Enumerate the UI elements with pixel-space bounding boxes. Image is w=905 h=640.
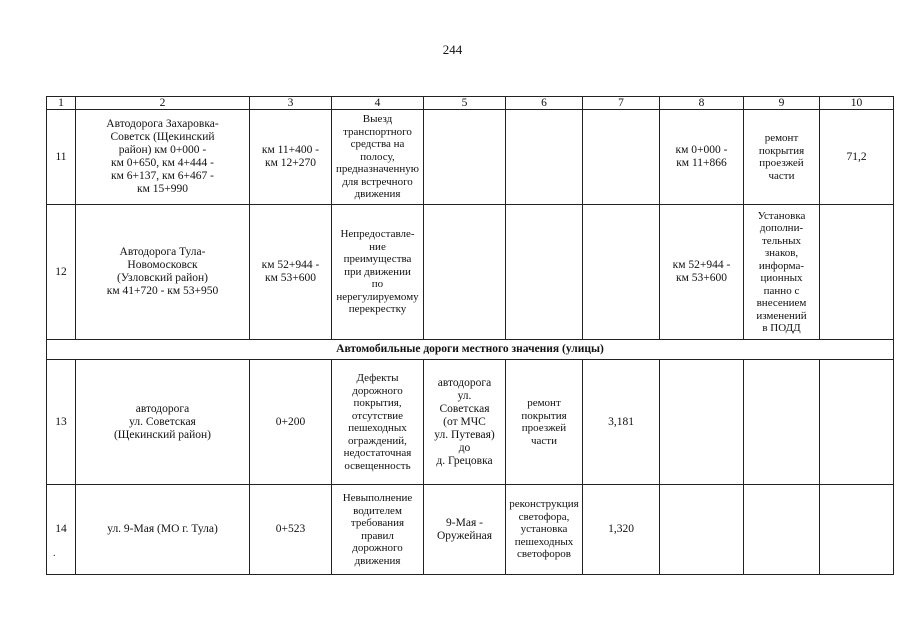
row-number: 13 — [47, 360, 76, 485]
col9-line: части — [768, 169, 795, 182]
col8 — [660, 485, 744, 575]
col9-line: покрытия — [758, 144, 805, 157]
road-name — [76, 205, 250, 340]
col6-line: ремонт — [527, 397, 561, 409]
col6-line: установка — [520, 523, 568, 536]
col9 — [744, 485, 820, 575]
header-cell-10: 10 — [820, 97, 894, 110]
col9-line: изменений — [756, 309, 807, 322]
col8-line: км 52+944 - — [672, 259, 731, 271]
header-cell-8: 8 — [660, 97, 744, 110]
cause-line: Дефекты — [356, 372, 399, 384]
km-range-line: км 53+600 — [265, 272, 316, 284]
col5-line: Оружейная — [436, 529, 493, 542]
col9 — [744, 110, 820, 205]
col7: 1,320 — [583, 485, 660, 575]
header-cell-1: 1 — [47, 97, 76, 110]
cause-line: средства на — [350, 138, 405, 151]
col5-line: Советская — [439, 402, 490, 415]
cause-line: предназначенную — [335, 163, 420, 176]
cause-line: отсутствие — [351, 409, 404, 422]
col6-line: светофоров — [517, 548, 571, 561]
col5-line: автодорога — [437, 376, 492, 389]
table-row — [47, 110, 894, 205]
cause-line: ограждений, — [348, 434, 407, 447]
km-range-line: км 52+944 - — [261, 259, 320, 271]
cause-line: преимущества — [343, 253, 412, 266]
cause-line: движения — [354, 188, 401, 201]
cause-line: по — [371, 278, 384, 291]
cause-line: движения — [354, 554, 401, 567]
col6-line: проезжей — [521, 422, 567, 434]
col6 — [506, 205, 583, 340]
col7 — [583, 110, 660, 205]
col6 — [506, 110, 583, 205]
road-name-line: автодорога — [135, 402, 190, 415]
road-name-line: район) км 0+000 - — [118, 144, 207, 156]
col9 — [744, 360, 820, 485]
cause — [332, 485, 424, 575]
col6-line: пешеходных — [514, 535, 574, 548]
road-name-line: Автодорога Захаровка- — [106, 118, 219, 130]
km-range-line: км 12+270 — [265, 157, 316, 169]
col5-line: ул. — [457, 389, 472, 402]
cause-line: дорожного — [352, 542, 403, 554]
col5-line: (от МЧС — [443, 415, 486, 428]
road-name-line: км 15+990 — [137, 183, 188, 195]
col8 — [660, 360, 744, 485]
header-cell-3: 3 — [250, 97, 332, 110]
col5 — [424, 485, 506, 575]
km-range — [250, 360, 332, 485]
col6-line: реконструкция — [509, 498, 579, 511]
col9-line: в ПОДД — [762, 322, 801, 334]
cause-line: транспортного — [343, 125, 412, 138]
cause-line: правил — [361, 529, 394, 542]
road-name-line: (Щекинский район) — [113, 428, 212, 441]
header-cell-6: 6 — [506, 97, 583, 110]
km-range-line: 0+523 — [275, 523, 306, 535]
col9-line: информа- — [758, 259, 805, 272]
page-number: 244 — [442, 42, 463, 57]
table-row — [47, 485, 894, 575]
col9-line: внесением — [756, 297, 807, 309]
road-name-line: км 41+720 - км 53+950 — [106, 285, 219, 297]
km-range — [250, 485, 332, 575]
row-number: 11 — [47, 110, 76, 205]
col5-line: ул. Путевая) — [434, 428, 495, 441]
road-name-line: км 6+137, км 6+467 - — [111, 170, 214, 182]
col5 — [424, 110, 506, 205]
col6-line: части — [531, 434, 557, 447]
cause — [332, 360, 424, 485]
header-cell-2: 2 — [76, 97, 250, 110]
cause-line: перекрестку — [348, 303, 407, 316]
cause — [332, 205, 424, 340]
col8-line: км 53+600 — [676, 272, 727, 284]
col5-line: д. Грецовка — [436, 454, 493, 467]
cause-line: полосу, — [360, 150, 395, 163]
col8 — [660, 205, 744, 340]
cause-line: недостаточная — [343, 447, 412, 459]
cause — [332, 110, 424, 205]
col6 — [506, 360, 583, 485]
col9-line: ремонт — [764, 132, 799, 144]
col10 — [820, 205, 894, 340]
col10 — [820, 360, 894, 485]
cause-line: Выезд — [362, 113, 393, 126]
cause-line: дорожного — [352, 384, 403, 397]
col9-line: проезжей — [759, 157, 804, 169]
col9-line: панно с — [763, 284, 800, 297]
row-number: 14 — [47, 485, 76, 575]
col9 — [744, 205, 820, 340]
header-cell-4: 4 — [332, 97, 424, 110]
cause-line: при движении — [344, 265, 411, 278]
table-row — [47, 205, 894, 340]
col8-line: км 11+866 — [676, 157, 727, 169]
section-row — [47, 340, 894, 360]
col6-line: покрытия — [521, 409, 567, 422]
col9-line: дополни- — [759, 222, 804, 234]
data-table — [46, 96, 894, 575]
header-row — [47, 97, 894, 110]
road-name — [76, 360, 250, 485]
road-name-line: (Узловский район) — [117, 272, 208, 284]
cause-line: водителем — [353, 504, 402, 517]
col9-line: Установка — [757, 209, 806, 222]
header-cell-5: 5 — [424, 97, 506, 110]
col8-line: км 0+000 - — [675, 144, 728, 156]
cause-line: ние — [369, 240, 386, 253]
col5 — [424, 360, 506, 485]
col6-line: светофора, — [518, 510, 570, 523]
cause-line: Невыполнение — [342, 492, 413, 504]
cause-line: требования — [350, 517, 405, 529]
road-name-line: ул. 9-Мая (МО г. Тула) — [107, 523, 218, 535]
road-name — [76, 110, 250, 205]
cause-line: покрытия, — [353, 397, 402, 409]
col10: 71,2 — [820, 110, 894, 205]
road-name-line: ул. Советская — [129, 415, 196, 428]
cause-line: Непредоставле- — [340, 228, 415, 241]
col8 — [660, 110, 744, 205]
header-cell-7: 7 — [583, 97, 660, 110]
col10 — [820, 485, 894, 575]
km-range-line: км 11+400 - — [261, 144, 320, 156]
col9-line: тельных — [762, 234, 801, 247]
col9-line: знаков, — [764, 247, 799, 259]
stray-mark: . — [53, 548, 56, 559]
road-name-line: Автодорога Тула- — [119, 246, 206, 258]
km-range — [250, 205, 332, 340]
table-row — [47, 360, 894, 485]
cause-line: освещенность — [344, 459, 411, 472]
col5-line: 9-Мая - — [446, 516, 483, 529]
km-range — [250, 110, 332, 205]
col5-line: до — [458, 441, 471, 454]
km-range-line: 0+200 — [275, 415, 306, 428]
col7 — [583, 205, 660, 340]
road-name — [76, 485, 250, 575]
col9-line: ционных — [760, 272, 803, 284]
col6 — [506, 485, 583, 575]
row-number: 12 — [47, 205, 76, 340]
road-name-line: Советск (Щекинский — [110, 131, 215, 143]
col7: 3,181 — [583, 360, 660, 485]
road-name-line: км 0+650, км 4+444 - — [111, 157, 214, 169]
section-title: Автомобильные дороги местного значения (улицы) — [47, 340, 894, 360]
cause-line: пешеходных — [348, 422, 407, 434]
cause-line: для встречного — [342, 175, 413, 188]
col5 — [424, 205, 506, 340]
header-cell-9: 9 — [744, 97, 820, 110]
cause-line: нерегулируемому — [336, 290, 419, 303]
road-name-line: Новомосковск — [127, 259, 198, 271]
